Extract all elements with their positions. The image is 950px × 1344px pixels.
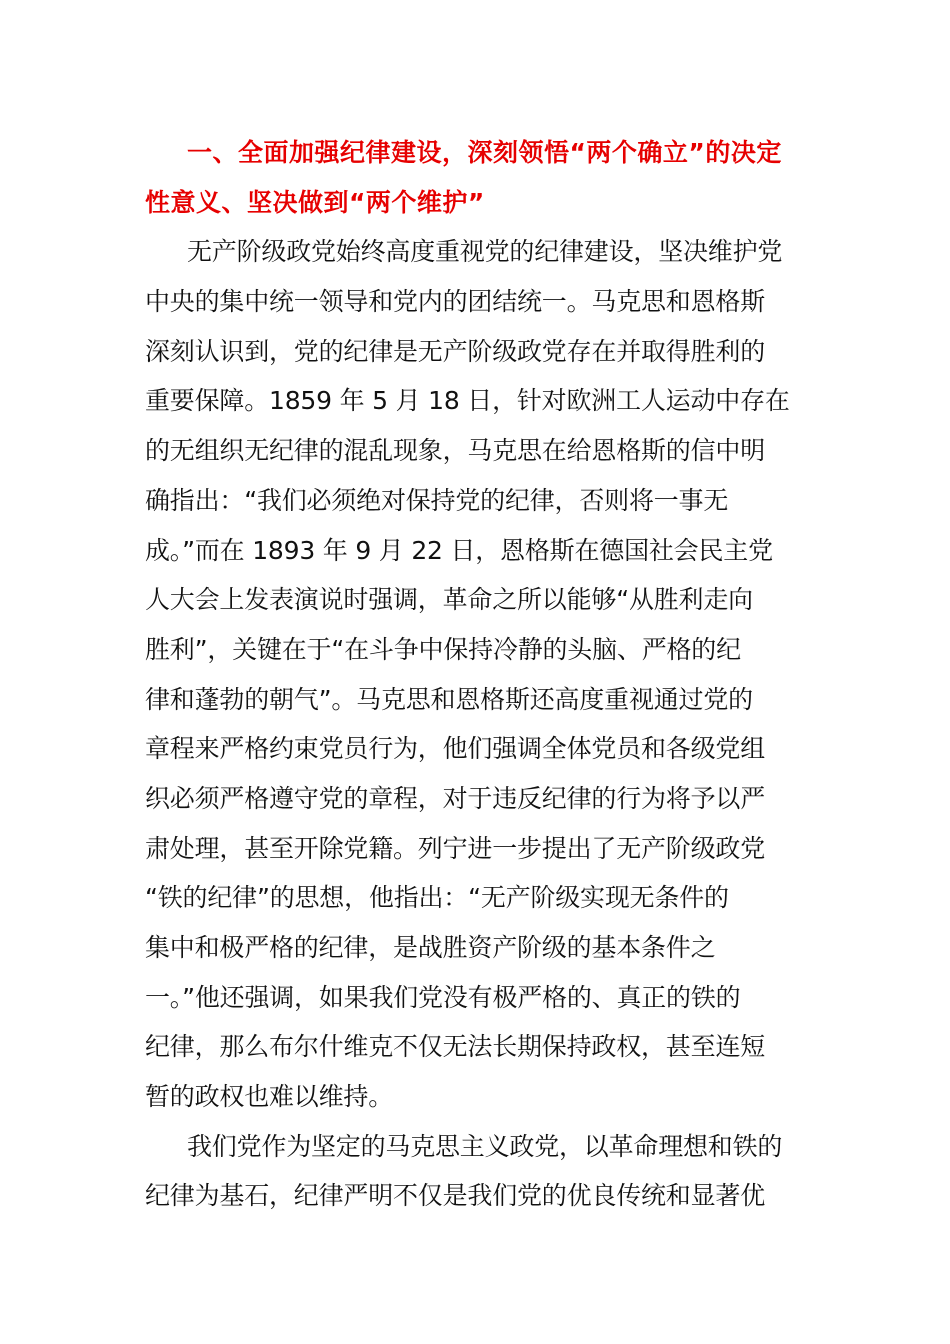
paragraph-line: 一。”他还强调，如果我们党没有极严格的、真正的铁的 — [145, 982, 741, 1012]
paragraph-line: 人大会上发表演说时强调，革命之所以能够“从胜利走向 — [145, 585, 753, 615]
paragraph-line: 纪律，那么布尔什维克不仅无法长期保持政权，甚至连短 — [145, 1032, 766, 1062]
paragraph-1 — [145, 227, 805, 1121]
paragraph-line: 重要保障。1859 年 5 月 18 日，针对欧洲工人运动中存在 — [145, 386, 790, 416]
paragraph-line: 中央的集中统一领导和党内的团结统一。马克思和恩格斯 — [145, 287, 766, 317]
document-body — [145, 128, 805, 1221]
paragraph-line: 的无组织无纪律的混乱现象，马克思在给恩格斯的信中明 — [145, 436, 766, 466]
paragraph-line: 成。”而在 1893 年 9 月 22 日，恩格斯在德国社会民主党 — [145, 535, 773, 565]
paragraph-2 — [145, 1122, 805, 1221]
heading-line: 一、全面加强纪律建设，深刻领悟“两个确立”的决定 — [187, 138, 782, 167]
paragraph-line: 无产阶级政党始终高度重视党的纪律建设，坚决维护党 — [187, 237, 783, 267]
paragraph-line: 集中和极严格的纪律，是战胜资产阶级的基本条件之 — [145, 933, 716, 962]
paragraph-line: 我们党作为坚定的马克思主义政党，以革命理想和铁的 — [187, 1131, 783, 1161]
paragraph-line: 章程来严格约束党员行为，他们强调全体党员和各级党组 — [145, 734, 766, 764]
paragraph-line: 暂的政权也难以维持。 — [145, 1082, 394, 1112]
section-heading — [145, 128, 805, 227]
heading-line: 性意义、坚决做到“两个维护” — [145, 187, 485, 217]
paragraph-line: 纪律为基石，纪律严明不仅是我们党的优良传统和显著优 — [145, 1181, 766, 1211]
paragraph-line: 深刻认识到，党的纪律是无产阶级政党存在并取得胜利的 — [145, 336, 766, 366]
paragraph-line: 肃处理，甚至开除党籍。列宁进一步提出了无产阶级政党 — [145, 833, 766, 863]
paragraph-line: 确指出：“我们必须绝对保持党的纪律，否则将一事无 — [145, 485, 729, 515]
paragraph-line: “铁的纪律”的思想，他指出：“无产阶级实现无条件的 — [145, 883, 729, 913]
paragraph-line: 织必须严格遵守党的章程，对于违反纪律的行为将予以严 — [145, 783, 766, 813]
paragraph-line: 胜利”，关键在于“在斗争中保持冷静的头脑、严格的纪 — [145, 634, 741, 664]
paragraph-line: 律和蓬勃的朝气”。马克思和恩格斯还高度重视通过党的 — [145, 684, 753, 714]
